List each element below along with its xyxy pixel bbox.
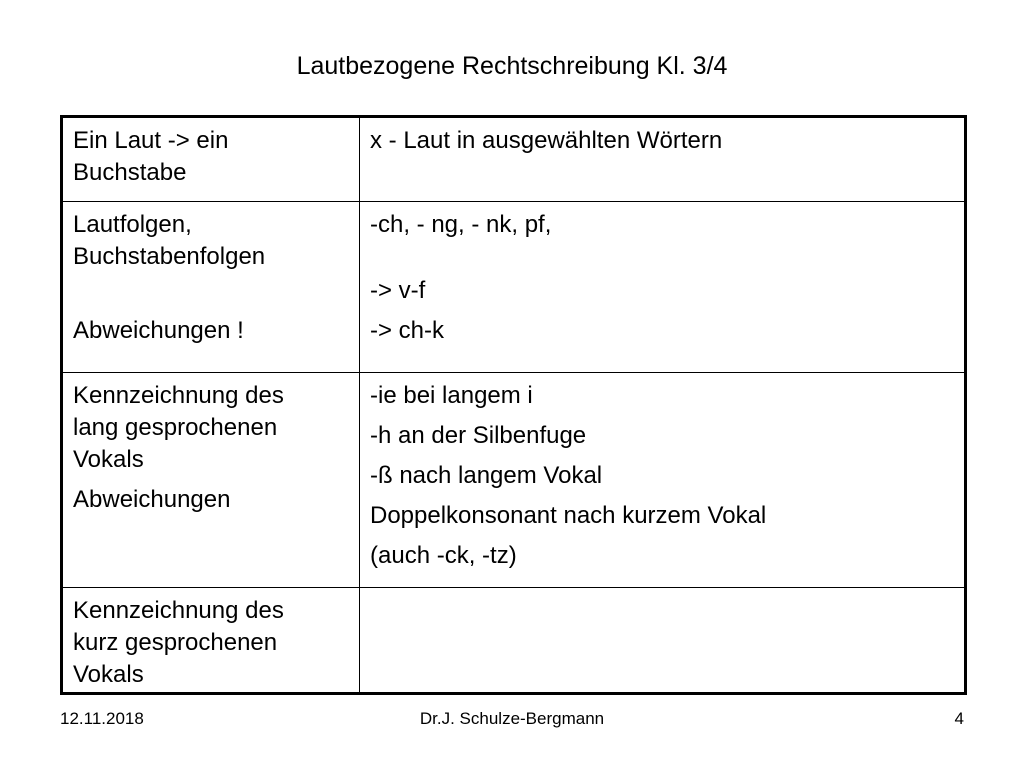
row2-right-cell (360, 202, 964, 373)
cell-line: Vokals (73, 661, 144, 688)
row2-left-cell (63, 202, 360, 373)
cell-line: Kennzeichnung des (73, 382, 284, 409)
cell-line: -> v-f (370, 277, 426, 304)
row1-right-cell (360, 118, 964, 202)
footer-page-number: 4 (954, 709, 964, 728)
row3-right-cell (360, 373, 964, 588)
cell-line: Doppelkonsonant nach kurzem Vokal (370, 502, 767, 529)
row4-right-cell (360, 588, 964, 692)
cell-line: Ein Laut -> ein (73, 127, 229, 154)
cell-line: -ie bei langem i (370, 382, 533, 409)
cell-line: Kennzeichnung des (73, 597, 284, 624)
cell-line: -h an der Silbenfuge (370, 422, 587, 449)
footer-author: Dr.J. Schulze-Bergmann (419, 709, 605, 728)
footer-date: 12.11.2018 (60, 709, 144, 728)
cell-line: kurz gesprochenen (73, 629, 278, 656)
row3-left-cell (63, 373, 360, 588)
cell-line: Vokals (73, 446, 144, 473)
cell-line: -ch, - ng, - nk, pf, (370, 211, 552, 238)
cell-line: Abweichungen (73, 486, 231, 513)
row1-left-cell (63, 118, 360, 202)
cell-line: lang gesprochenen (73, 414, 278, 441)
cell-line: (auch -ck, -tz) (370, 542, 517, 569)
cell-line: Abweichungen ! (73, 317, 244, 344)
content-table (60, 115, 967, 695)
row4-left-cell (63, 588, 360, 692)
slide-title: Lautbezogene Rechtschreibung Kl. 3/4 (296, 52, 728, 80)
cell-line: x - Laut in ausgewählten Wörtern (370, 127, 723, 154)
cell-line: -ß nach langem Vokal (370, 462, 603, 489)
cell-line: Buchstabe (73, 159, 187, 186)
cell-line: -> ch-k (370, 317, 445, 344)
cell-line: Buchstabenfolgen (73, 243, 266, 270)
cell-line: Lautfolgen, (73, 211, 192, 238)
